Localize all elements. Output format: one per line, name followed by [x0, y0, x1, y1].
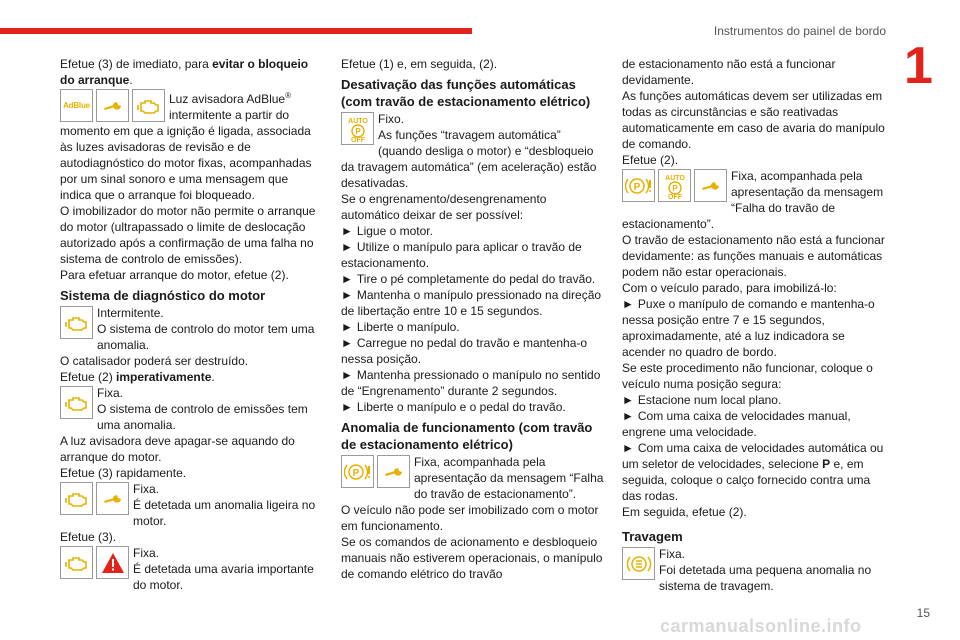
brake-state: Fixa. [659, 547, 686, 561]
diag1-state: Intermitente. [97, 306, 164, 320]
anomaly-state: Fixa, acompanhada pela apresentação da mensagem “Falha do travão de estacionamento”. [414, 455, 604, 501]
diag4-text: É detetada uma avaria importante do motor. [133, 562, 314, 592]
step-text: e, em seguida, coloque o calço fornecido contra uma das rodas. [622, 457, 871, 503]
step-7 [341, 367, 605, 399]
top-text: Efetue (1) e, em seguida, (2). [341, 57, 498, 71]
deact-text: As funções “travagem automática” (quando desliga o motor) e “desbloqueio da travagem automática” (em aceleração) estão desativadas. [341, 128, 597, 190]
intro-bold: evitar o bloqueio do arranque [60, 57, 309, 87]
step-text: Com uma caixa de velocidades automática ou um seletor de velocidades, selecione [622, 441, 884, 471]
do2-suffix: . [211, 370, 215, 384]
do2-text [60, 369, 322, 385]
diag3-icon-group [60, 482, 129, 515]
do2-prefix: Efetue (2) [60, 370, 117, 384]
step-5 [341, 319, 605, 335]
step-4 [341, 287, 605, 319]
fault-text-1: O travão de estacionamento não está a funcionar devidamente: as funções manuais e automáticas podem não estar operacionais. [622, 233, 885, 279]
step-text: Puxe o manípulo de comando e mantenha-o nessa posição entre 7 e 15 segundos, aproximadamente, até a luz indicadora se acender no quadro de bordo. [622, 297, 875, 359]
top-accent-bar [0, 28, 472, 34]
fault-step-2 [622, 392, 886, 408]
auto-off-icon-group [341, 112, 374, 145]
adblue-icon [60, 89, 93, 122]
do2-text: Efetue (2). [622, 153, 679, 167]
step-text: Mantenha o manípulo pressionado na direção de libertação entre 10 e 15 segundos. [341, 288, 602, 318]
diag1-text: O sistema de controlo do motor tem uma anomalia. [97, 322, 315, 352]
brake-text: Foi detetada uma pequena anomalia no sistema de travagem. [659, 563, 872, 593]
fault-step-3 [622, 408, 886, 440]
step-8 [341, 399, 605, 415]
step-2 [341, 239, 605, 271]
bullet-marker: ► [341, 240, 353, 254]
brake-warning-icon [622, 547, 655, 580]
adblue-icon-label: AdBlue [63, 100, 90, 110]
auto-label: AUTO [664, 174, 685, 182]
brake-icon-group [622, 547, 655, 580]
bullet-marker: ► [622, 297, 634, 311]
adblue-line1: Luz avisadora AdBlue [169, 92, 286, 106]
brake-heading: Travagem [622, 529, 683, 544]
warning-triangle-icon [96, 546, 129, 579]
diag3-state: Fixa. [133, 482, 160, 496]
diag1-icon-group [60, 306, 93, 339]
bullet-marker: ► [341, 400, 353, 414]
engine-icon [60, 482, 93, 515]
chapter-title: Instrumentos do painel de bordo [713, 24, 886, 38]
step-text: Mantenha pressionado o manípulo no sentido de “Engrenamento” durante 2 segundos. [341, 368, 601, 398]
step-1 [341, 223, 605, 239]
anomaly-heading: Anomalia de funcionamento (com travão de estacionamento elétrico) [341, 420, 593, 452]
lamp-text: A luz avisadora deve apagar-se aquando do arranque do motor. [60, 434, 295, 464]
step-bold: P [822, 457, 831, 471]
auto-label: AUTO [347, 117, 368, 125]
cont-text: de estacionamento não está a funcionar devidamente. [622, 57, 836, 87]
engage-text: Se o engrenamento/desengrenamento automático deixar de ser possível: [341, 192, 547, 222]
step-text: Tire o pé completamente do pedal do travão. [356, 272, 596, 286]
fault-step-1 [622, 296, 886, 360]
auto-park-off-icon [341, 112, 374, 145]
engine-icon [60, 306, 93, 339]
diag2-state: Fixa. [97, 386, 124, 400]
page-number: 15 [916, 606, 930, 620]
do2-bold: imperativamente [116, 370, 212, 384]
registered-mark: ® [285, 91, 291, 100]
step-6 [341, 335, 605, 367]
step-text: Estacione num local plano. [637, 393, 782, 407]
start-text: Para efetuar arranque do motor, efetue (2). [60, 268, 289, 282]
column-1 [60, 56, 322, 593]
fault-icon-group [622, 169, 727, 202]
fault-text-2: Com o veículo parado, para imobilizá-lo: [622, 281, 837, 295]
diag3-text: É detetada um anomalia ligeira no motor. [133, 498, 316, 528]
diag2-icon-group [60, 386, 93, 419]
step-text: Carregue no pedal do travão e mantenha-o nessa posição. [341, 336, 588, 366]
wrench-icon [377, 455, 410, 488]
engine-icon [60, 386, 93, 419]
watermark: carmanualsonline.info [660, 616, 862, 636]
step-text: Liberte o manípulo. [356, 320, 460, 334]
deact-state: Fixo. [378, 112, 405, 126]
diag-heading: Sistema de diagnóstico do motor [60, 288, 266, 303]
svg-text:P: P [354, 126, 361, 136]
off-label: OFF [350, 136, 365, 143]
catalyst-text: O catalisador poderá ser destruído. [60, 354, 249, 368]
engine-icon [60, 546, 93, 579]
intro-paragraph [60, 56, 322, 88]
fault-state: Fixa, acompanhada pela apresentação da mensagem “Falha do travão de estacionamento”. [622, 169, 884, 231]
park-brake-fault-icon [341, 455, 374, 488]
bullet-marker: ► [341, 368, 353, 382]
svg-text:P: P [633, 181, 640, 193]
diag4-state: Fixa. [133, 546, 160, 560]
bullet-marker: ► [622, 393, 634, 407]
step-text: Utilize o manípulo para aplicar o travão de estacionamento. [341, 240, 582, 270]
step-text: Ligue o motor. [356, 224, 433, 238]
bullet-marker: ► [622, 441, 634, 455]
park-brake-fault-icon [622, 169, 655, 202]
do3-text: Efetue (3). [60, 530, 117, 544]
deact-heading: Desativação das funções automáticas (com travão de estacionamento elétrico) [341, 77, 591, 109]
bullet-marker: ► [341, 320, 353, 334]
intro-suffix: . [129, 73, 133, 87]
step-text: Liberte o manípulo e o pedal do travão. [356, 400, 566, 414]
diag2-text: O sistema de controlo de emissões tem uma anomalia. [97, 402, 308, 432]
chapter-number: 1 [904, 37, 933, 95]
column-3 [622, 56, 886, 594]
wrench-icon [694, 169, 727, 202]
then-text: Em seguida, efetue (2). [622, 505, 747, 519]
diag4-icon-group [60, 546, 129, 579]
step-text: Com uma caixa de velocidades manual, engrene uma velocidade. [622, 409, 851, 439]
anomaly-text-1: O veículo não pode ser imobilizado com o motor em funcionamento. [341, 503, 599, 533]
bullet-marker: ► [341, 272, 353, 286]
off-label: OFF [667, 193, 682, 200]
svg-text:P: P [352, 467, 359, 479]
fault-text-3: Se este procedimento não funcionar, coloque o veículo numa posição segura: [622, 361, 873, 391]
adblue-icon-group [60, 89, 165, 122]
svg-text:P: P [671, 183, 678, 193]
bullet-marker: ► [341, 336, 353, 350]
auto-park-off-icon [658, 169, 691, 202]
anomaly-icon-group [341, 455, 410, 488]
immobilizer-text: O imobilizador do motor não permite o arranque do motor (ultrapassado o limite de deslocação autorizado após a confirmação de uma falha no sistema de controlo de emissões). [60, 204, 316, 266]
bullet-marker: ► [341, 288, 353, 302]
engine-icon [132, 89, 165, 122]
bullet-marker: ► [341, 224, 353, 238]
anomaly-text-2: Se os comandos de acionamento e desbloqueio manuais não estiverem operacionais, o manípulo de comando elétrico do travão [341, 535, 603, 581]
wrench-icon [96, 89, 129, 122]
bullet-marker: ► [622, 409, 634, 423]
auto-text: As funções automáticas devem ser utilizadas em todas as circunstâncias e são reativadas automaticamente em caso de avaria do manípulo de comando. [622, 89, 885, 151]
intro-prefix: Efetue (3) de imediato, para [60, 57, 213, 71]
adblue-desc: intermitente a partir do momento em que a ignição é ligada, associada às luzes avisadoras de revisão e de autodiagnóstico do motor fixas, acompanhadas por um sinal sonoro e uma mensagem que indica que o arranque foi bloqueado. [60, 108, 312, 202]
step-3 [341, 271, 605, 287]
wrench-icon [96, 482, 129, 515]
column-2 [341, 56, 605, 582]
do3-quick: Efetue (3) rapidamente. [60, 466, 187, 480]
fault-step-4 [622, 440, 886, 504]
